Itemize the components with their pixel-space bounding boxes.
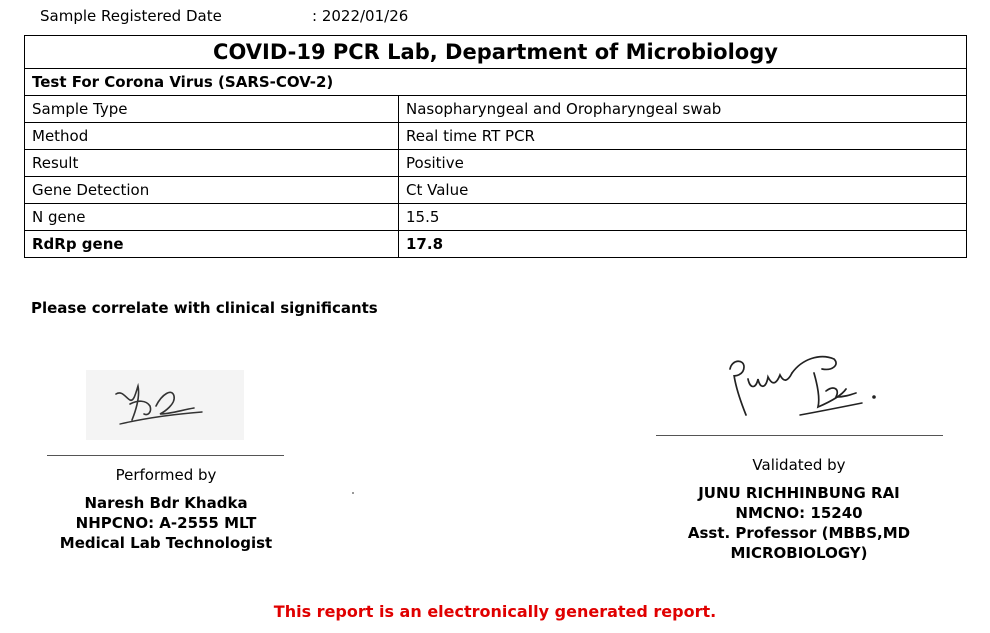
sample-registered-date xyxy=(40,7,408,25)
performer-reg-no: NHPCNO: A-2555 MLT xyxy=(75,514,257,532)
performer-name: Naresh Bdr Khadka xyxy=(84,494,248,512)
row-label: RdRp gene xyxy=(25,231,399,258)
validated-by-block xyxy=(654,455,944,563)
table-row xyxy=(25,204,967,231)
registered-date-label: Sample Registered Date xyxy=(40,7,222,25)
validator-designation-line1: Asst. Professor (MBBS,MD xyxy=(687,524,911,542)
row-value: 15.5 xyxy=(399,204,967,231)
row-value: Positive xyxy=(399,150,967,177)
row-label: Sample Type xyxy=(25,96,399,123)
row-label: N gene xyxy=(25,204,399,231)
table-row xyxy=(25,123,967,150)
performed-by-block xyxy=(36,465,296,553)
performed-by-label: Performed by xyxy=(115,466,217,484)
stray-dot xyxy=(352,492,354,494)
validator-designation-line2: MICROBIOLOGY) xyxy=(730,544,868,562)
table-row xyxy=(25,96,967,123)
table-row xyxy=(25,150,967,177)
electronic-report-footer: This report is an electronically generated report. xyxy=(273,602,717,621)
row-label: Gene Detection xyxy=(25,177,399,204)
report-table xyxy=(24,35,967,258)
validator-name: JUNU RICHHINBUNG RAI xyxy=(698,484,900,502)
table-row xyxy=(25,231,967,258)
performer-signature xyxy=(86,370,244,440)
validator-signature-line xyxy=(656,435,943,436)
row-label: Result xyxy=(25,150,399,177)
validator-reg-no: NMCNO: 15240 xyxy=(735,504,863,522)
validator-signature xyxy=(722,345,892,425)
row-label: Method xyxy=(25,123,399,150)
row-value: Ct Value xyxy=(399,177,967,204)
report-subtitle: Test For Corona Virus (SARS-COV-2) xyxy=(25,69,967,96)
row-value: Real time RT PCR xyxy=(399,123,967,150)
report-subtitle-row xyxy=(25,69,967,96)
table-row xyxy=(25,177,967,204)
row-value: Nasopharyngeal and Oropharyngeal swab xyxy=(399,96,967,123)
registered-date-value: : 2022/01/26 xyxy=(312,7,409,25)
validated-by-label: Validated by xyxy=(752,456,846,474)
report-title-row xyxy=(25,36,967,69)
performer-signature-line xyxy=(47,455,284,456)
clinical-note: Please correlate with clinical significants xyxy=(31,299,378,317)
performer-designation: Medical Lab Technologist xyxy=(59,534,273,552)
row-value: 17.8 xyxy=(399,231,967,258)
report-title: COVID-19 PCR Lab, Department of Microbiology xyxy=(25,36,967,69)
